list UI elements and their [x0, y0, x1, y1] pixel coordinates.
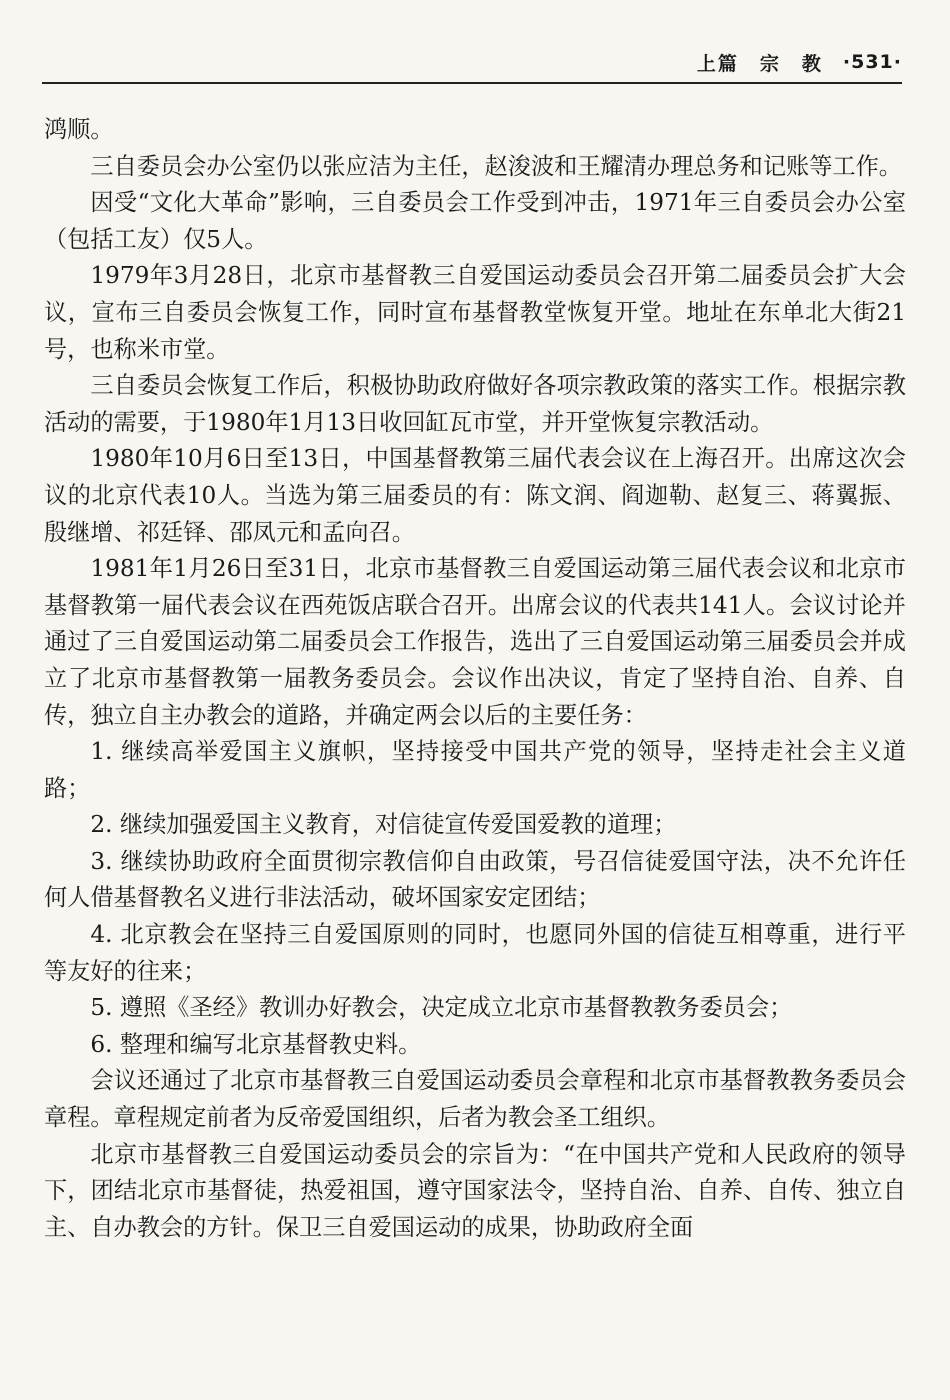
paragraph: 三自委员会办公室仍以张应洁为主任，赵浚波和王耀清办理总务和记账等工作。: [90, 152, 902, 180]
paragraph: 因受“文化大革命”影响，三自委员会工作受到冲击，1971年三自委员会办公室（包括工友）仅5人。: [44, 189, 906, 253]
list-item: 6. 整理和编写北京基督教史料。: [90, 1030, 422, 1058]
list-item: 4. 北京教会在坚持三自爱国原则的同时，也愿同外国的信徒互相尊重，进行平等友好的往来；: [44, 921, 906, 985]
list-item: 2. 继续加强爱国主义教育，对信徒宣传爱国爱教的道理；: [90, 811, 677, 839]
list-item: 1. 继续高举爱国主义旗帜，坚持接受中国共产党的领导，坚持走社会主义道路；: [44, 738, 906, 802]
paragraph: 北京市基督教三自爱国运动委员会的宗旨为：“在中国共产党和人民政府的领导下，团结北京市基督徒，热爱祖国，遵守国家法令，坚持自治、自养、自传、独立自主、自办教会的方针。保卫三自爱国运动的成果，协助政府全面: [44, 1140, 906, 1241]
page-number: ·531·: [842, 51, 902, 73]
paragraph: 鸿顺。: [44, 116, 114, 143]
paragraph: 三自委员会恢复工作后，积极协助政府做好各项宗教政策的落实工作。根据宗教活动的需要，于1980年1月13日收回缸瓦市堂，并开堂恢复宗教活动。: [44, 372, 906, 436]
paragraph: 1979年3月28日，北京市基督教三自爱国运动委员会召开第二届委员会扩大会议，宣布三自委员会恢复工作，同时宣布基督教堂恢复开堂。地址在东单北大街21号，也称米市堂。: [44, 262, 906, 363]
section-title: 上篇 宗 教: [696, 52, 823, 75]
body-text: [44, 112, 906, 1246]
paragraph: 1980年10月6日至13日，中国基督教第三届代表会议在上海召开。出席这次会议的北京代表10人。当选为第三届委员的有：陈文润、阎迦勒、赵复三、蒋翼振、殷继增、祁廷铎、邵凤元和孟向召。: [44, 445, 906, 546]
paragraph: 1981年1月26日至31日，北京市基督教三自爱国运动第三届代表会议和北京市基督教第一届代表会议在西苑饭店联合召开。出席会议的代表共141人。会议讨论并通过了三自爱国运动第二届委员会工作报告，选出了三自爱国运动第三届委员会并成立了北京市基督教第一届教务委员会。会议作出决议，肯定了坚持自治、自养、自传，独立自主办教会的道路，并确定两会以后的主要任务：: [44, 555, 906, 729]
header-rule: [42, 82, 902, 84]
list-item: 3. 继续协助政府全面贯彻宗教信仰自由政策，号召信徒爱国守法，决不允许任何人借基督教名义进行非法活动，破坏国家安定团结；: [44, 847, 906, 912]
list-item: 5. 遵照《圣经》教训办好教会，决定成立北京市基督教教务委员会；: [90, 994, 793, 1022]
running-header: [42, 50, 902, 74]
paragraph: 会议还通过了北京市基督教三自爱国运动委员会章程和北京市基督教教务委员会章程。章程规定前者为反帝爱国组织，后者为教会圣工组织。: [44, 1067, 906, 1132]
